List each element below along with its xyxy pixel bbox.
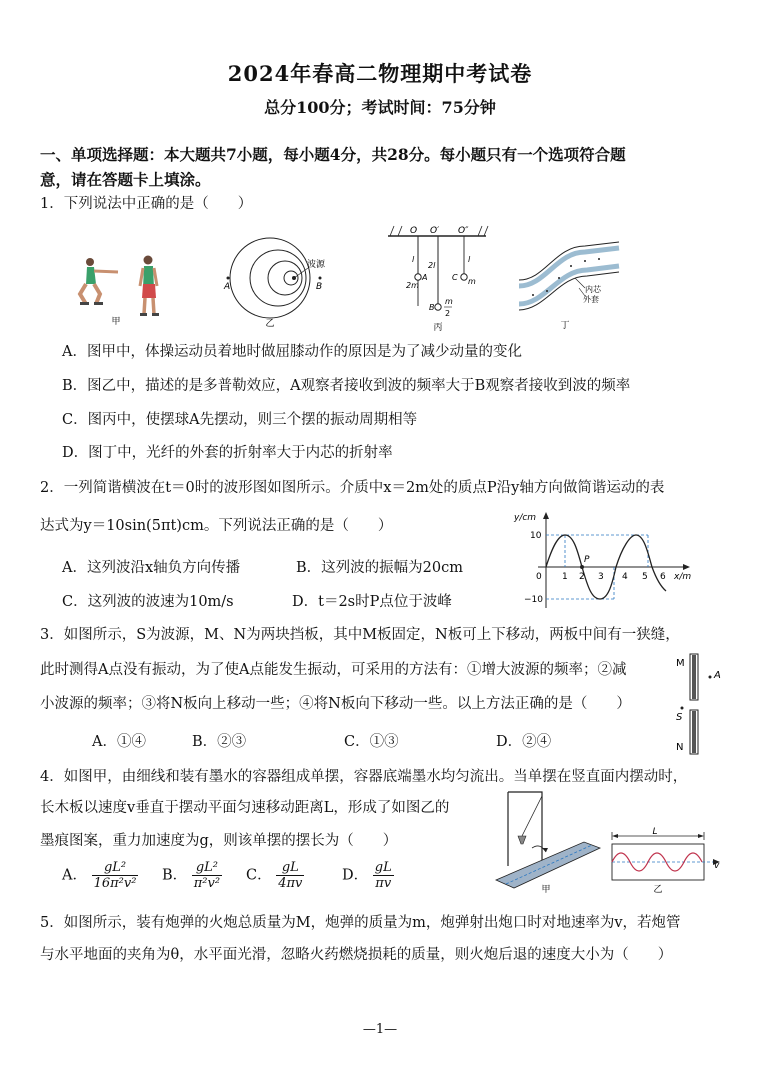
q1-figure-yi [218,222,338,328]
section-heading-line2: 意，请在答题卡上填涂。 [40,170,211,189]
q2-line1: 2．一列简谐横波在t＝0时的波形图如图所示。介质中x＝2m处的质点P沿y轴方向做简谐运动的表 [40,480,665,496]
label-o-prime: O′ [430,226,440,236]
q2-option-a[interactable]: A．这列波沿x轴负方向传播 [62,560,241,576]
q4-option-d-label: D． [342,867,369,884]
q3-line1: 3．如图所示，S为波源，M、N为两块挡板，其中M板固定，N板可上下移动，两板中间有一狭缝， [40,627,680,643]
q4-option-a-num: gL² [92,860,139,876]
page-number: —1— [362,1022,398,1037]
q4-line2: 长木板以速度v垂直于摆动平面匀速移动距离L，形成了如图乙的 [40,800,450,816]
q4-option-c[interactable] [246,860,304,891]
q5-line1: 5．如图所示，装有炮弹的火炮总质量为M，炮弹的质量为m，炮弹射出炮口时对地速率为v，若炮管 [40,915,681,931]
label-o-double-prime: O″ [458,226,469,236]
squatting-athlete-figure [80,258,118,305]
origin-label: 0 [536,572,542,582]
q2-wave-graph [512,508,702,614]
x-tick-1: 1 [562,572,568,582]
x-tick-2: 2 [579,572,585,582]
fig-label-bing: 丙 [433,323,443,333]
y-tick-neg10: −10 [524,595,543,605]
label-2l: 2l [428,261,436,270]
pendulum-c-ball [461,274,467,280]
q4-line1: 4．如图甲，由细线和装有墨水的容器组成单摆，容器底端墨水均匀流出。当单摆在竖直面内摆动时， [40,769,688,785]
source-s-dot [681,707,684,710]
q3-option-d[interactable]: D．②④ [496,734,552,750]
q4-option-a-label: A． [62,867,87,884]
point-p-label: P [584,555,590,565]
observer-b-dot [319,277,322,280]
fiber-core-label: 内芯 [585,285,601,294]
label-m-half-den: 2 [445,309,451,318]
q4-option-a-den: 16π²v² [93,876,137,891]
q1-option-d[interactable]: D．图丁中，光纤的外套的折射率大于内芯的折射率 [62,445,393,461]
label-c: C [452,273,458,282]
standing-athlete-figure [140,256,159,317]
q3-line3: 小波源的频率；③将N板向上移动一些；④将N板向下移动一些。以上方法正确的是（ ） [40,696,631,712]
source-s-label: S [676,712,683,723]
plate-n-label: N [676,742,684,753]
observer-a-label: A [224,282,231,292]
y-axis-label: y/cm [514,513,537,523]
q3-option-b[interactable]: B．②③ [192,734,247,750]
x-tick-6: 6 [660,572,666,582]
velocity-v-label: v [714,861,720,871]
label-l3: l [468,255,471,264]
point-p [580,565,584,569]
q1-option-a[interactable]: A．图甲中，体操运动员着地时做屈膝动作的原因是为了减少动量的变化 [62,344,522,360]
label-a: A [422,273,428,282]
q1-stem: 1．下列说法中正确的是（ ） [40,196,253,212]
label-m-half-num: m [445,297,453,306]
q4-figure-yi [608,826,726,894]
q4-option-a-fraction [92,860,139,891]
q2-option-b[interactable]: B．这列波的振幅为20cm [296,560,463,576]
q3-line2: 此时测得A点没有振动，为了使A点能发生振动，可采用的方法有：①增大波源的频率；②减 [40,662,627,678]
q1-figure-bing [378,222,496,334]
q2-line2: 达式为y＝10sin(5πt)cm。下列说法正确的是（ ） [40,518,393,534]
x-axis-label: x/m [674,572,692,582]
x-tick-5: 5 [642,572,648,582]
q4-option-c-label: C． [246,867,272,884]
label-o: O [410,226,418,236]
x-tick-3: 3 [598,572,604,582]
q1-figure-jia [70,222,170,328]
q4-line3: 墨痕图案，重力加速度为g，则该单摆的摆长为（ ） [40,833,398,849]
q4-option-b[interactable] [162,860,222,891]
q4-option-a[interactable] [62,860,138,891]
q4-option-c-den: 4πv [278,876,303,891]
point-a-label: A [714,670,721,681]
observer-a-dot [227,277,230,280]
q4-figure-jia [492,786,604,896]
doppler-wavefronts [230,238,310,318]
q4-option-b-fraction [192,860,222,891]
label-2m: 2m [406,281,419,290]
q4-option-b-label: B． [162,867,188,884]
q3-slit-figure [672,652,732,756]
fiber-cladding-label: 外套 [583,295,599,304]
label-l1: l [412,255,415,264]
q4-option-d-num: gL [374,860,392,875]
pendulum-a-ball [415,274,421,280]
q4-option-b-den: π²v² [193,876,221,891]
fig-label-yi-q4: 乙 [653,885,663,894]
pendulum-b-ball [435,304,441,310]
q4-option-d[interactable] [342,860,394,891]
q1-figure-ding [515,228,625,332]
q1-option-c[interactable]: C．图丙中，使摆球A先摆动，则三个摆的振动周期相等 [62,412,418,428]
wave-source-label: 波源 [307,260,326,270]
page-title: 2024年春高二物理期中考试卷 [227,61,533,86]
q1-option-b[interactable]: B．图乙中，描述的是多普勒效应，A观察者接收到波的频率大于B观察者接收到波的频率 [62,378,631,394]
length-l-label: L [652,827,658,837]
plate-m-label: M [676,658,685,669]
q5-line2: 与水平地面的夹角为θ，水平面光滑，忽略火药燃烧损耗的质量，则火炮后退的速度大小为（ ） [40,947,673,963]
q2-option-c[interactable]: C．这列波的波速为10m/s [62,594,234,610]
q4-option-d-den: πv [375,876,392,891]
q4-option-c-num: gL [276,860,304,876]
q2-option-d[interactable]: D．t＝2s时P点位于波峰 [292,594,452,610]
label-b: B [429,303,435,312]
point-a-dot [709,676,712,679]
x-tick-4: 4 [622,572,628,582]
section-heading [40,142,730,192]
q4-option-b-num: gL² [192,860,222,876]
section-heading-line1: 一、单项选择题：本大题共7小题，每小题4分，共28分。每小题只有一个选项符合题 [40,145,626,164]
fig-label-yi: 乙 [265,319,275,328]
fig-label-jia-q4: 甲 [541,885,551,895]
label-m: m [468,277,476,286]
q4-option-c-fraction [276,860,304,891]
observer-b-label: B [316,282,323,292]
q4-option-d-fraction [373,860,394,891]
fig-label-ding: 丁 [560,321,570,331]
fig-label-jia: 甲 [111,317,121,327]
page-subtitle: 总分100分；考试时间：75分钟 [264,98,496,117]
y-tick-10: 10 [530,531,542,541]
q3-option-c[interactable]: C．①③ [344,734,399,750]
q3-option-a[interactable]: A．①④ [92,734,146,750]
